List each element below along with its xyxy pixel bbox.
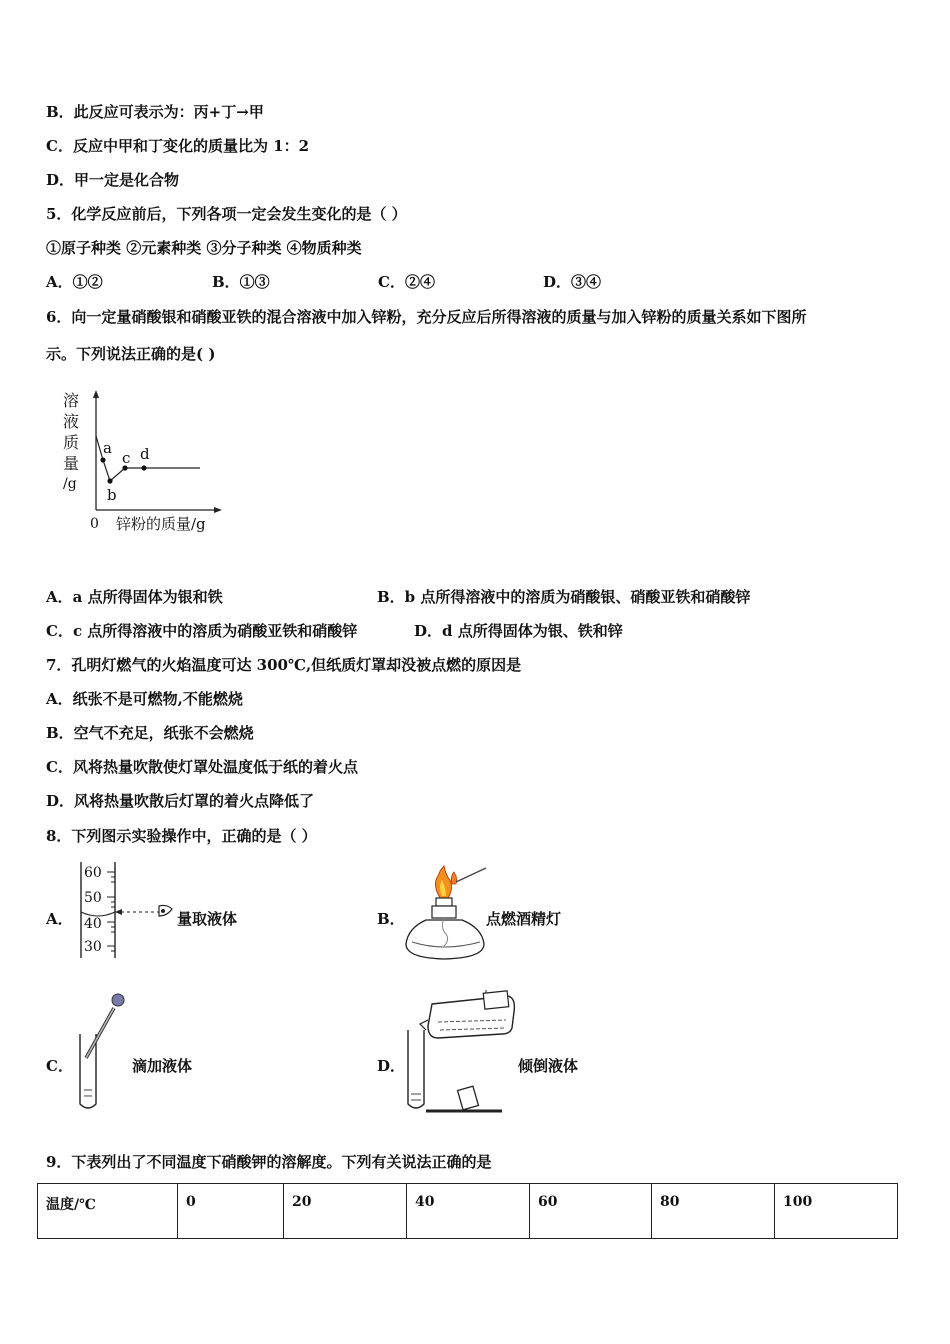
table-cell: 60 (530, 1184, 652, 1239)
q8-letter-a: A． (46, 910, 73, 928)
dropper-svg (74, 990, 134, 1116)
cylinder-tick-50: 50 (84, 890, 102, 906)
solubility-table (37, 1183, 898, 1239)
pouring-svg (402, 990, 522, 1116)
q9-stem: 9．下表列出了不同温度下硝酸钾的溶解度。下列有关说法正确的是 (46, 1153, 492, 1171)
label-d: d (140, 445, 150, 463)
q8-text-a: 量取液体 (177, 910, 238, 928)
q5-option-d: D．③④ (543, 273, 602, 291)
q6-stem-line1: 6．向一定量硝酸银和硝酸亚铁的混合溶液中加入锌粉，充分反应后所得溶液的质量与加入锌粉的质量关系如下图所 (46, 308, 807, 326)
pouring-figure (402, 990, 522, 1116)
q4-option-d: D．甲一定是化合物 (46, 171, 180, 189)
q7-stem: 7．孔明灯燃气的火焰温度可达 300℃,但纸质灯罩却没被点燃的原因是 (46, 656, 522, 674)
q8-letter-b: B． (377, 910, 405, 928)
point-d (141, 465, 146, 470)
match-icon (456, 868, 486, 882)
q8-text-b: 点燃酒精灯 (486, 910, 562, 928)
ylabel-char: 质 (63, 433, 80, 452)
cylinder-tick-30: 30 (84, 939, 102, 955)
point-a (100, 457, 105, 462)
q8-text-c: 滴加液体 (132, 1057, 193, 1075)
q7-option-c: C．风将热量吹散使灯罩处温度低于纸的着火点 (46, 758, 358, 776)
q5-items: ①原子种类 ②元素种类 ③分子种类 ④物质种类 (46, 239, 362, 257)
label-c: c (122, 449, 131, 467)
eye-icon (159, 905, 172, 916)
q6-option-d: D．d 点所得固体为银、铁和锌 (414, 622, 623, 640)
measuring-cylinder-figure (75, 860, 180, 962)
q8-letter-d: D． (377, 1057, 406, 1075)
table-row (38, 1184, 898, 1239)
table-cell: 80 (652, 1184, 775, 1239)
q7-option-a: A．纸张不是可燃物,不能燃烧 (46, 690, 243, 708)
dropper-bulb (112, 994, 124, 1006)
origin-label: 0 (90, 516, 99, 532)
test-tube (408, 1030, 424, 1108)
q4-option-c: C．反应中甲和丁变化的质量比为 1：2 (46, 137, 310, 155)
q8-stem: 8．下列图示实验操作中，正确的是（ ） (46, 827, 317, 845)
q5-option-b: B．①③ (212, 273, 270, 291)
ylabel-char: 液 (63, 412, 80, 431)
q7-option-d: D．风将热量吹散后灯罩的着火点降低了 (46, 792, 315, 810)
q6-option-c: C．c 点所得溶液中的溶质为硝酸亚铁和硝酸锌 (46, 622, 358, 640)
q5-option-a: A．①② (46, 273, 103, 291)
table-cell: 温度/℃ (38, 1184, 178, 1239)
q6-graph (58, 386, 228, 536)
x-axis-arrow (214, 507, 222, 513)
q6-option-a: A．a 点所得固体为银和铁 (46, 588, 223, 606)
point-b (107, 478, 112, 483)
label-a: a (103, 439, 112, 457)
dropper-figure (74, 990, 134, 1116)
ylabel-char: 量 (63, 454, 80, 473)
q7-option-b: B．空气不充足，纸张不会燃烧 (46, 724, 254, 742)
y-axis-arrow (93, 390, 99, 398)
table-cell: 100 (775, 1184, 898, 1239)
q8-text-d: 倾倒液体 (518, 1057, 579, 1075)
table-cell: 40 (407, 1184, 530, 1239)
alcohol-lamp-svg (402, 862, 494, 964)
cylinder-tick-60: 60 (84, 865, 102, 881)
q5-option-c: C．②④ (378, 273, 435, 291)
ylabel-char: /g (63, 476, 77, 492)
label-b: b (107, 486, 117, 504)
table-cell: 20 (284, 1184, 407, 1239)
ylabel-char: 溶 (63, 391, 80, 410)
q4-option-b: B．此反应可表示为：丙+丁→甲 (46, 103, 264, 121)
cylinder-tick-40: 40 (84, 916, 102, 932)
q5-stem: 5．化学反应前后，下列各项一定会发生变化的是（ ） (46, 205, 407, 223)
graph-xlabel: 锌粉的质量/g (116, 515, 206, 533)
bottle-stopper (458, 1086, 479, 1110)
q6-option-b: B．b 点所得溶液中的溶质为硝酸银、硝酸亚铁和硝酸锌 (377, 588, 751, 606)
table-cell: 0 (178, 1184, 284, 1239)
alcohol-lamp-figure (402, 862, 494, 964)
q6-stem-line2: 示。下列说法正确的是( ) (46, 345, 216, 363)
q8-letter-c: C． (46, 1057, 73, 1075)
